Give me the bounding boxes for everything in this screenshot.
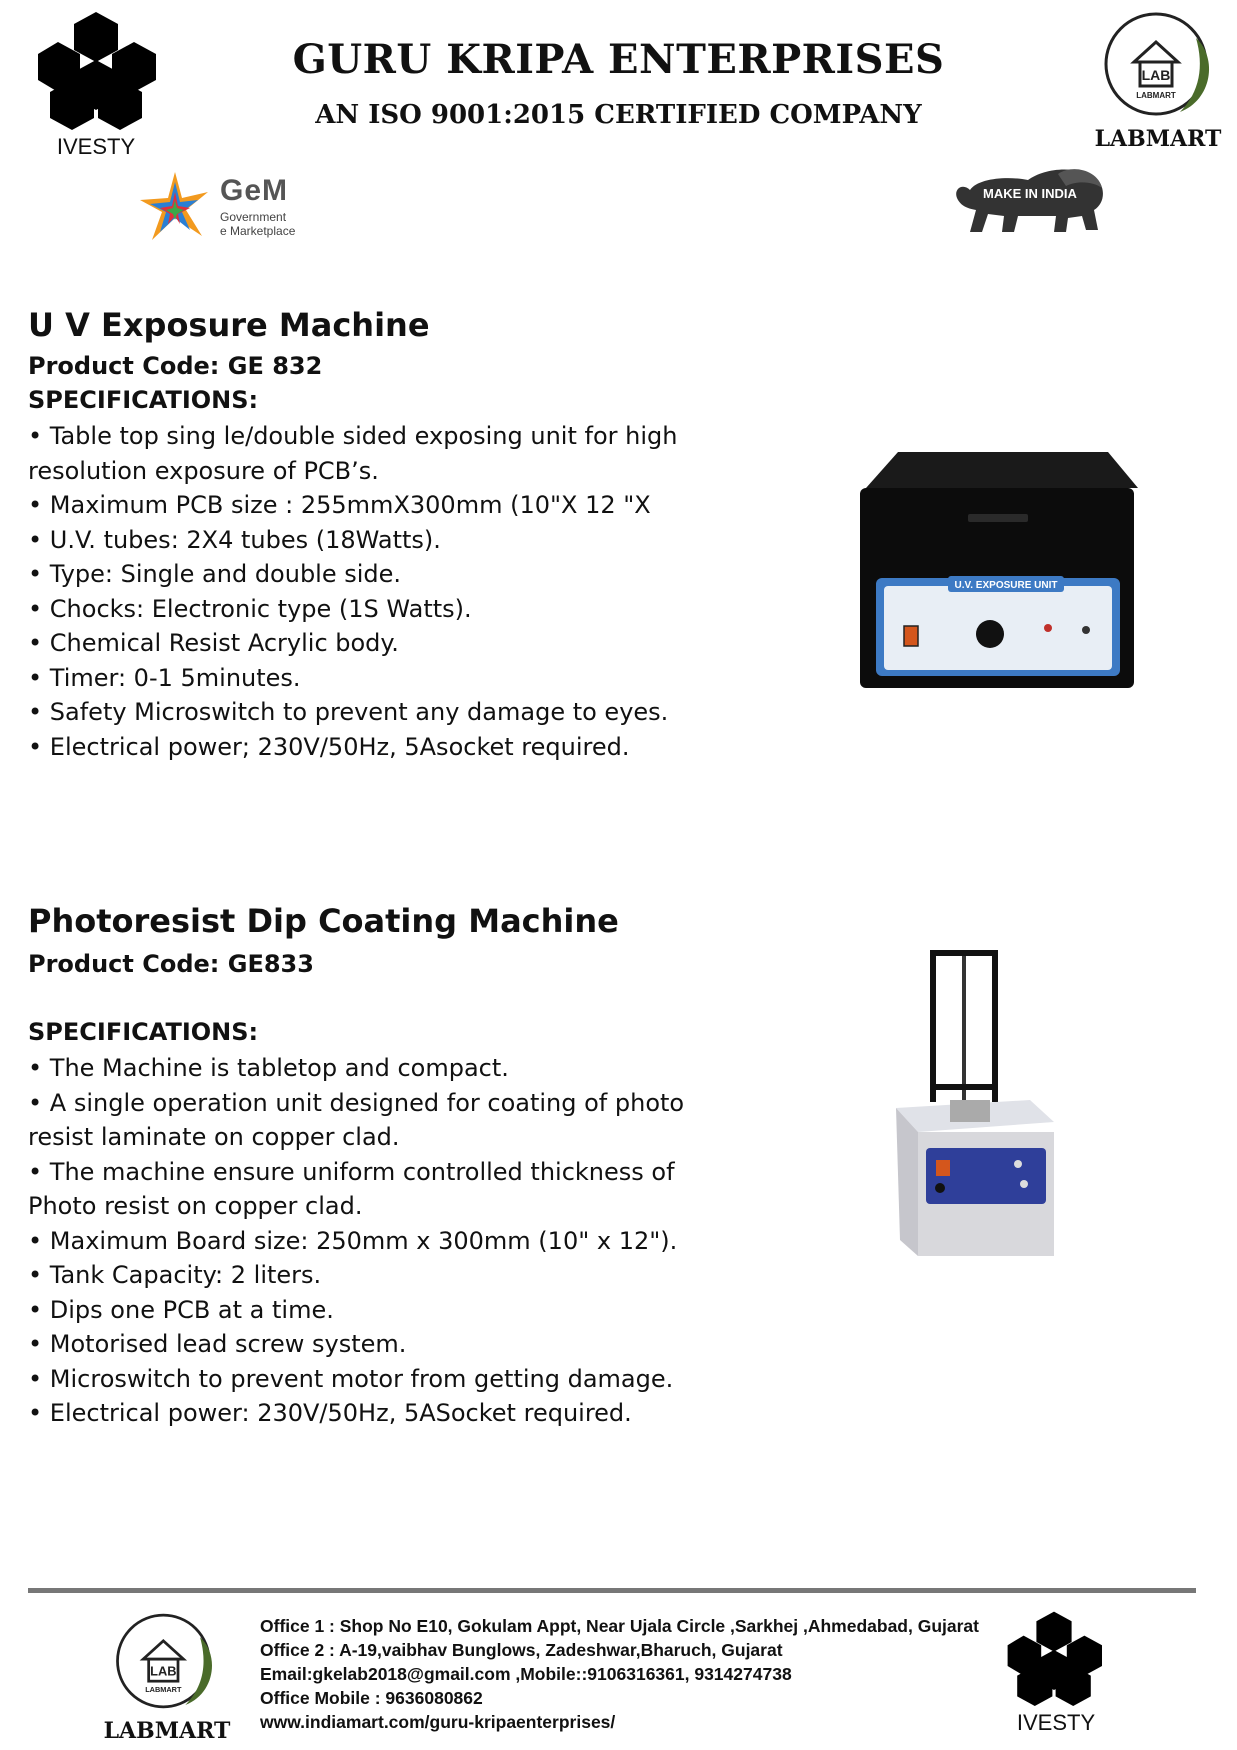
product-2-code: Product Code: GE833	[28, 950, 314, 978]
svg-text:LAB: LAB	[150, 1663, 177, 1679]
ivesty-caption: IVESTY	[56, 134, 136, 159]
footer-office-1: Office 1 : Shop No E10, Gokulam Appt, Near Ujala Circle ,Sarkhej ,Ahmedabad, Gujarat	[260, 1616, 979, 1636]
spec-item: • Maximum PCB size : 255mmX300mm (10"X 12 "X	[28, 491, 651, 519]
ivesty-logo	[36, 10, 156, 160]
gem-logo-icon	[140, 170, 210, 245]
make-in-india-text: MAKE IN INDIA	[983, 186, 1077, 201]
product-2-spec-list	[28, 1051, 728, 1431]
footer-ivesty-caption: IVESTY	[1016, 1710, 1096, 1735]
footer-ivesty-logo	[1006, 1610, 1106, 1742]
company-name: GURU KRIPA ENTERPRISES	[292, 36, 945, 83]
spec-item: • Tank Capacity: 2 liters.	[28, 1261, 322, 1289]
footer-email-mobile: Email:gkelab2018@gmail.com ,Mobile::9106316361, 9314274738	[260, 1664, 792, 1684]
spec-item: • The machine ensure uniform controlled thickness of	[28, 1157, 675, 1186]
labmart-inner-text: LABMART	[1136, 91, 1176, 100]
company-tagline: AN ISO 9001:2015 CERTIFIED COMPANY	[315, 100, 922, 130]
spec-item: • Motorised lead screw system.	[28, 1330, 407, 1358]
footer-divider	[28, 1588, 1196, 1593]
labmart-logo-icon	[1100, 8, 1220, 120]
uv-exposure-machine-image	[858, 448, 1138, 690]
make-in-india-logo	[948, 160, 1108, 240]
spec-item: resist laminate on copper clad.	[28, 1123, 400, 1151]
gem-logo	[140, 170, 320, 250]
product-2-spec-heading: SPECIFICATIONS:	[28, 1018, 259, 1046]
product-1-spec-heading: SPECIFICATIONS:	[28, 386, 259, 414]
labmart-logo-icon	[112, 1608, 222, 1714]
panel-label: U.V. EXPOSURE UNIT	[954, 580, 1058, 591]
footer-website-link[interactable]: www.indiamart.com/guru-kripaenterprises/	[260, 1712, 616, 1732]
spec-item: • Electrical power; 230V/50Hz, 5Asocket required.	[28, 732, 630, 761]
dip-coating-machine-image	[890, 950, 1070, 1266]
footer-labmart-logo	[103, 1608, 231, 1748]
spec-item: • Table top sing le/double sided exposing unit for high	[28, 422, 678, 450]
spec-item: • Chocks: Electronic type (1S Watts).	[28, 594, 472, 623]
spec-item: • U.V. tubes: 2X4 tubes (18Watts).	[28, 525, 441, 554]
spec-item: • Electrical power: 230V/50Hz, 5ASocket required.	[28, 1399, 632, 1427]
labmart-caption: LABMART	[1094, 126, 1222, 152]
spec-item: • Safety Microswitch to prevent any damage to eyes.	[28, 698, 669, 726]
spec-item: Photo resist on copper clad.	[28, 1192, 363, 1220]
spec-item: • Dips one PCB at a time.	[28, 1295, 334, 1324]
spec-item: • Maximum Board size: 250mm x 300mm (10" x 12").	[28, 1226, 678, 1255]
labmart-logo	[1094, 8, 1230, 158]
spec-item: • Chemical Resist Acrylic body.	[28, 629, 399, 657]
spec-item: • A single operation unit designed for coating of photo	[28, 1088, 685, 1117]
footer-contact-block	[260, 1614, 1020, 1734]
product-1-code: Product Code: GE 832	[28, 352, 323, 380]
footer-office-mobile: Office Mobile : 9636080862	[260, 1688, 483, 1708]
spec-item: resolution exposure of PCB’s.	[28, 456, 379, 485]
footer-office-2: Office 2 : A-19,vaibhav Bunglows, Zadeshwar,Bharuch, Gujarat	[260, 1640, 783, 1660]
spec-item: • The Machine is tabletop and compact.	[28, 1054, 509, 1082]
gem-title: GeM	[220, 174, 289, 207]
svg-text:LAB: LAB	[1141, 67, 1171, 83]
product-1-spec-list	[28, 419, 728, 764]
footer-labmart-caption: LABMART	[103, 1718, 231, 1744]
spec-item: • Type: Single and double side.	[28, 560, 402, 588]
product-1-title: U V Exposure Machine	[28, 306, 430, 344]
footer-labmart-inner-text: LABMART	[145, 1685, 182, 1695]
ivesty-logo-icon	[1006, 1610, 1102, 1710]
product-2-title: Photoresist Dip Coating Machine	[28, 902, 619, 940]
gem-sub2: e Marketplace	[220, 224, 296, 238]
spec-item: • Timer: 0-1 5minutes.	[28, 663, 301, 692]
make-in-india-lion-icon	[948, 160, 1108, 240]
gem-sub1: Government	[220, 210, 287, 224]
spec-item: • Microswitch to prevent motor from getting damage.	[28, 1364, 674, 1393]
